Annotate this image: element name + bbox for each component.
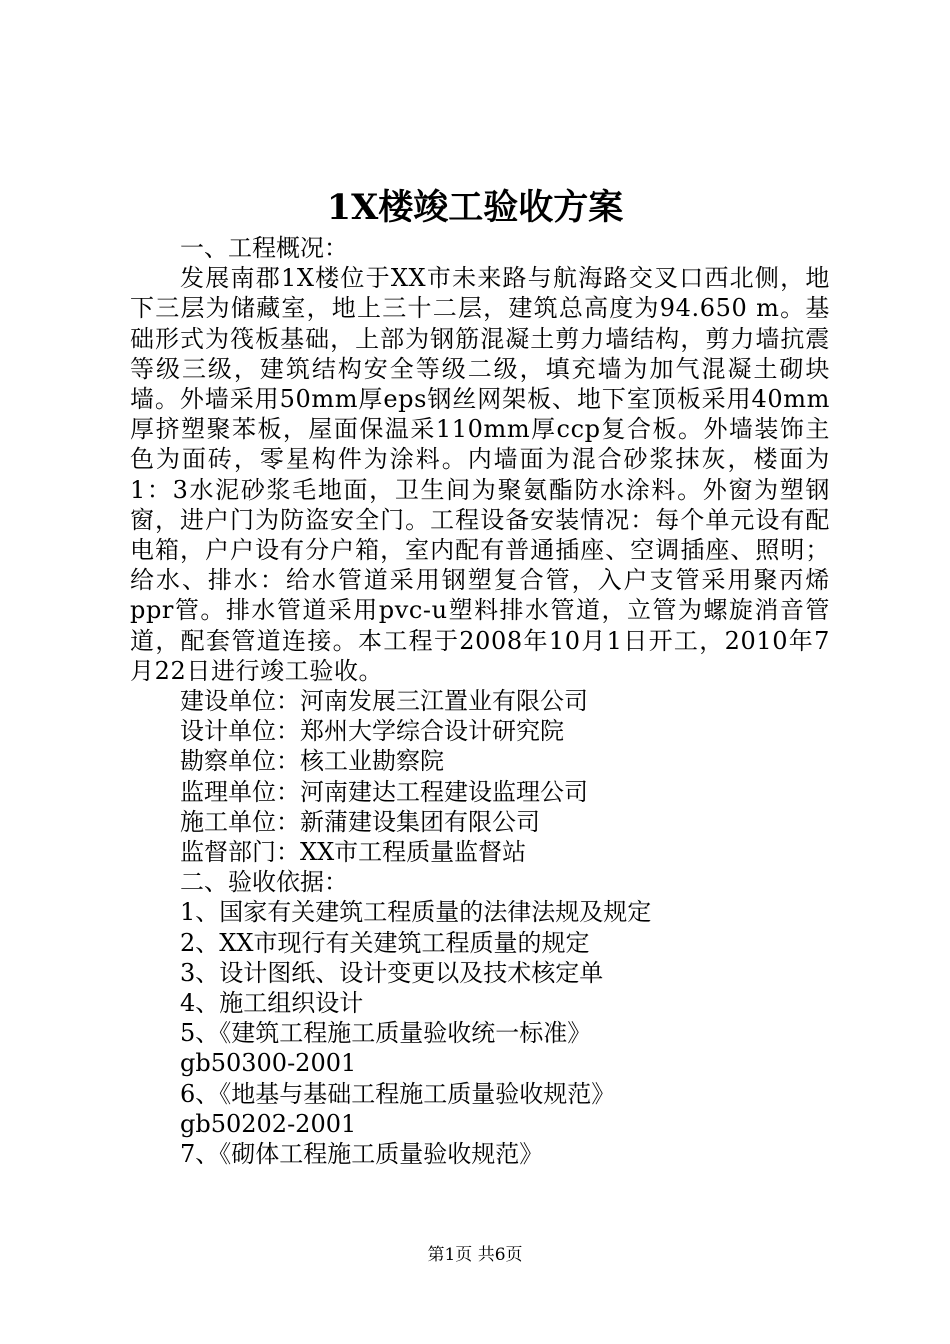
basis-item: 4、施工组织设计 <box>180 989 364 1018</box>
basis-standard-code: gb50202-2001 <box>180 1109 357 1138</box>
basis-standard-code: gb50300-2001 <box>180 1049 357 1078</box>
basis-item: 5、《建筑工程施工质量验收统一标准》 <box>180 1019 592 1048</box>
basis-list <box>130 897 830 1169</box>
unit-inspection: 监督部门：XX市工程质量监督站 <box>180 838 527 867</box>
unit-construction: 建设单位：河南发展三江置业有限公司 <box>180 687 588 716</box>
unit-builder: 施工单位：新蒲建设集团有限公司 <box>180 807 540 836</box>
basis-item: 2、XX市现行有关建筑工程质量的规定 <box>180 928 590 957</box>
unit-supervision: 监理单位：河南建达工程建设监理公司 <box>180 777 588 806</box>
page-number-footer: 第1页 共6页 <box>427 1245 523 1265</box>
project-overview-paragraph: 发展南郡1X楼位于XX市未来路与航海路交叉口西北侧，地下三层为储藏室，地上三十二层，建筑总高度为94.650 m。基础形式为筏板基础，上部为钢筋混凝土剪力墙结构，剪力墙抗震等级三级，建筑结构安全等级二级，填充墙为加气混凝土砌块墙。外墙采用50mm厚eps钢丝网架板、地下室顶板采用40mm厚挤塑聚苯板，屋面保温采110mm厚ccp复合板。外墙装饰主色为面砖，零星构件为涂料。内墙面为混合砂浆抹灰，楼面为1：3水泥砂浆毛地面，卫生间为聚氨酯防水涂料。外窗为塑钢窗，进户门为防盗安全门。工程设备安装情况：每个单元设有配电箱，户户设有分户箱，室内配有普通插座、空调插座、照明；给水、排水：给水管道采用钢塑复合管，入户支管采用聚丙烯ppr管。排水管道采用pvc-u塑料排水管道，立管为螺旋消音管道，配套管道连接。本工程于2008年10月1日开工，2010年7月22日进行竣工验收。 <box>130 264 830 685</box>
basis-item: 3、设计图纸、设计变更以及技术核定单 <box>180 958 604 987</box>
basis-item: 6、《地基与基础工程施工质量验收规范》 <box>180 1079 616 1108</box>
document-body <box>130 233 830 1169</box>
document-title: 1X楼竣工验收方案 <box>326 187 624 228</box>
basis-item: 1、国家有关建筑工程质量的法律法规及规定 <box>180 898 652 927</box>
unit-list <box>130 686 830 867</box>
basis-item: 7、《砌体工程施工质量验收规范》 <box>180 1140 544 1169</box>
unit-design: 设计单位：郑州大学综合设计研究院 <box>180 717 564 746</box>
section2-heading: 二、验收依据： <box>180 868 348 897</box>
section1-heading: 一、工程概况： <box>180 234 348 262</box>
unit-survey: 勘察单位：核工业勘察院 <box>180 747 444 776</box>
